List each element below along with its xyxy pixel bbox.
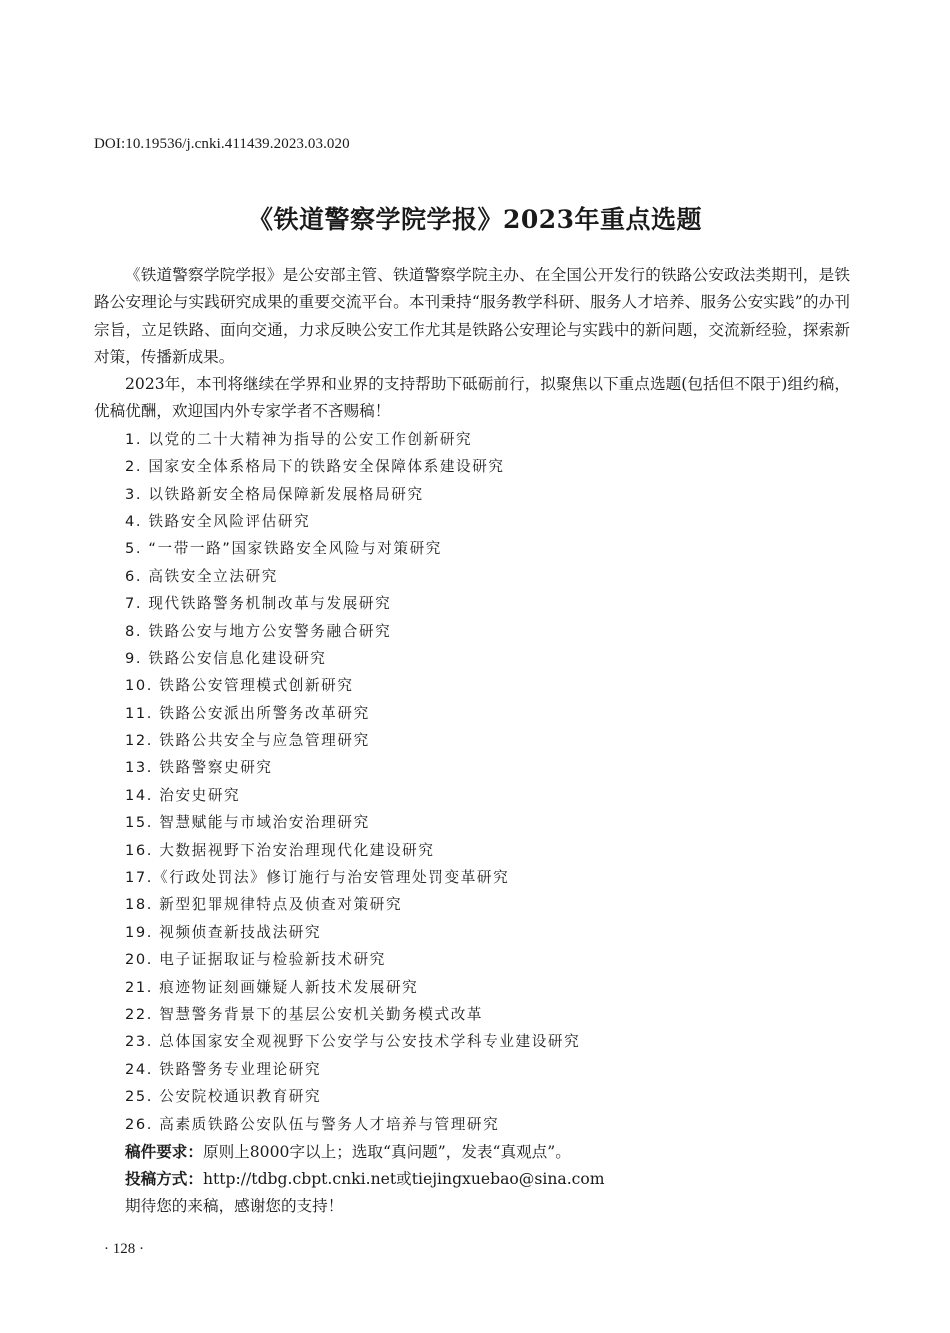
topic-item: 25. 公安院校通识教育研究: [125, 1088, 322, 1106]
topic-item: 6. 高铁安全立法研究: [125, 567, 278, 585]
topic-item: 26. 高素质铁路公安队伍与警务人才培养与管理研究: [125, 1115, 500, 1133]
topic-item: 2. 国家安全体系格局下的铁路安全保障体系建设研究: [125, 458, 505, 476]
topic-item: 15. 智慧赋能与市域治安治理研究: [125, 814, 370, 832]
page-number: · 128 ·: [104, 1241, 144, 1257]
doi: DOI:10.19536/j.cnki.411439.2023.03.020: [94, 136, 350, 152]
call-paragraph: 2023年，本刊将继续在学界和业界的支持帮助下砥砺前行，拟聚焦以下重点选题(包括但不限于)组约稿，优稿优酬，欢迎国内外专家学者不吝赐稿！: [94, 375, 850, 421]
submission-method: [94, 1165, 850, 1192]
submission-url[interactable]: http://tdbg.cbpt.cnki.net: [202, 1170, 397, 1189]
manuscript-requirements: [94, 1138, 850, 1165]
topic-item: 19. 视频侦查新技战法研究: [125, 923, 322, 941]
topic-item: 20. 电子证据取证与检验新技术研究: [125, 951, 386, 969]
topic-item: 12. 铁路公共安全与应急管理研究: [125, 732, 370, 750]
topic-item: 14. 治安史研究: [125, 786, 241, 804]
topic-item: 3. 以铁路新安全格局保障新发展格局研究: [125, 485, 424, 503]
topic-item: 8. 铁路公安与地方公安警务融合研究: [125, 622, 392, 640]
topic-list: [94, 426, 850, 1138]
topic-item: 21. 痕迹物证刻画嫌疑人新技术发展研究: [125, 978, 419, 996]
topic-item: 1. 以党的二十大精神为指导的公安工作创新研究: [125, 430, 473, 448]
topic-item: 22. 智慧警务背景下的基层公安机关勤务模式改革: [125, 1005, 484, 1023]
topic-item: 23. 总体国家安全观视野下公安学与公安技术学科专业建设研究: [125, 1033, 581, 1051]
topic-item: 5. “一带一路”国家铁路安全风险与对策研究: [125, 540, 442, 558]
topic-item: 10. 铁路公安管理模式创新研究: [125, 677, 354, 695]
submission-label: 投稿方式：: [125, 1169, 203, 1189]
topic-item: 13. 铁路警察史研究: [125, 759, 273, 777]
topic-item: 24. 铁路警务专业理论研究: [125, 1060, 322, 1078]
page-title: 《铁道警察学院学报》2023年重点选题: [247, 205, 703, 234]
intro-paragraph: 《铁道警察学院学报》是公安部主管、铁道警察学院主办、在全国公开发行的铁路公安政法类期刊，是铁路公安理论与实践研究成果的重要交流平台。本刊秉持“服务教学科研、服务人才培养、服务公安实践”的办刊宗旨，立足铁路、面向交通，力求反映公安工作尤其是铁路公安理论与实践中的新问题，交流新经验，探索新对策，传播新成果。: [94, 266, 850, 366]
article-body: [94, 262, 850, 1220]
topic-item: 17.《行政处罚法》修订施行与治安管理处罚变革研究: [125, 869, 510, 887]
submission-email[interactable]: tiejingxuebao@sina.com: [411, 1170, 605, 1189]
requirements-text: 原则上8000字以上；选取“真问题”，发表“真观点”。: [202, 1142, 571, 1161]
requirements-label: 稿件要求：: [125, 1141, 203, 1161]
topic-item: 9. 铁路公安信息化建设研究: [125, 649, 327, 667]
topic-item: 18. 新型犯罪规律特点及侦查对策研究: [125, 896, 403, 914]
topic-item: 4. 铁路安全风险评估研究: [125, 512, 311, 530]
closing-line: 期待您的来稿，感谢您的支持！: [125, 1196, 344, 1215]
submission-or: 或: [396, 1170, 412, 1189]
topic-item: 7. 现代铁路警务机制改革与发展研究: [125, 595, 392, 613]
topic-item: 16. 大数据视野下治安治理现代化建设研究: [125, 841, 435, 859]
topic-item: 11. 铁路公安派出所警务改革研究: [125, 704, 370, 722]
